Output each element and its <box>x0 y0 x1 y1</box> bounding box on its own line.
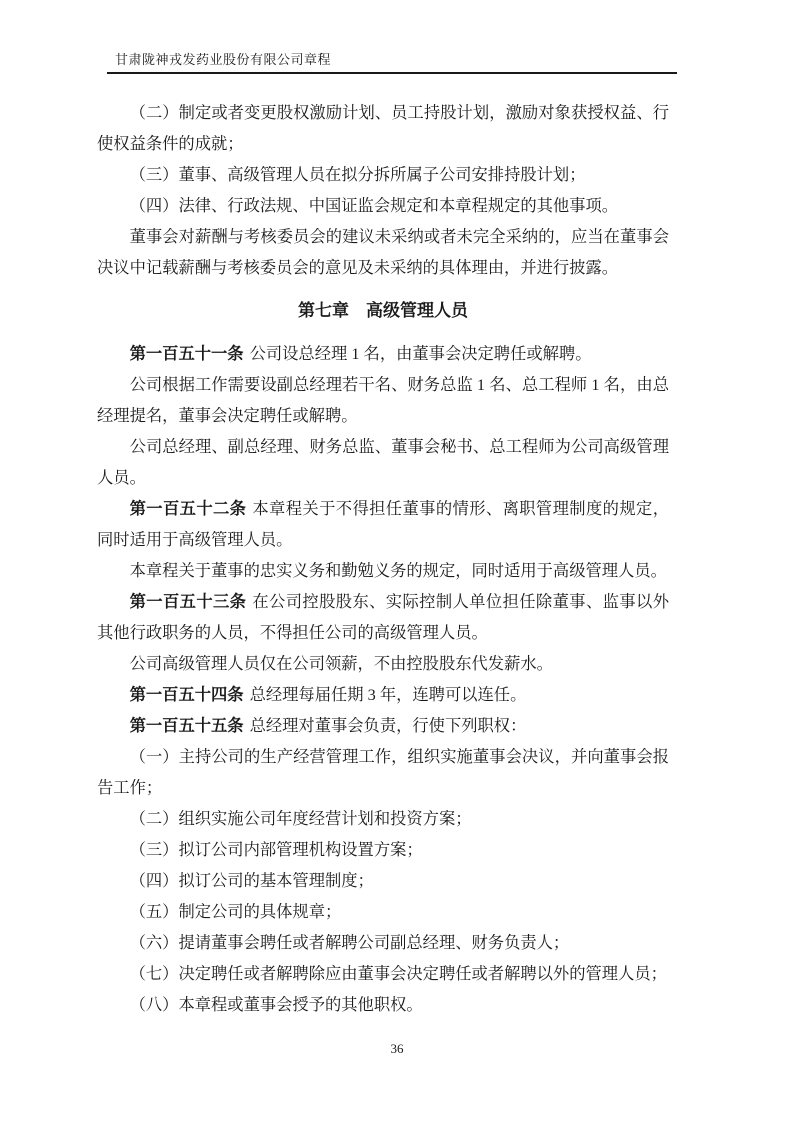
paragraph: （二）制定或者变更股权激励计划、员工持股计划，激励对象获授权益、行使权益条件的成就； <box>97 103 669 153</box>
article-number: 第一百五十五条 <box>129 716 244 735</box>
page-header <box>107 52 677 74</box>
chapter-heading: 第七章 高级管理人员 <box>298 301 468 320</box>
paragraph: （四）法律、行政法规、中国证监会规定和本章程规定的其他事项。 <box>129 196 619 215</box>
paragraph: 第一百五十五条 总经理对董事会负责，行使下列职权： <box>129 716 527 735</box>
paragraph: 公司总经理、副总经理、财务总监、董事会秘书、总工程师为公司高级管理人员。 <box>97 437 669 487</box>
paragraph: （三）拟订公司内部管理机构设置方案； <box>129 840 423 859</box>
paragraph: （四）拟订公司的基本管理制度； <box>129 871 374 890</box>
paragraph: 第一百五十三条 在公司控股股东、实际控制人单位担任除董事、监事以外其他行政职务的人员，不得担任公司的高级管理人员。 <box>97 592 669 642</box>
paragraph: 第一百五十二条 本章程关于不得担任董事的情形、离职管理制度的规定，同时适用于高级管理人员。 <box>97 499 669 549</box>
article-number: 第一百五十四条 <box>129 685 244 704</box>
article-number: 第一百五十三条 <box>129 592 247 611</box>
page-number: 36 <box>390 1041 404 1056</box>
article-number: 第一百五十二条 <box>129 499 247 518</box>
paragraph: （八）本章程或董事会授予的其他职权。 <box>129 995 423 1014</box>
document-body <box>97 97 669 1020</box>
paragraph: 公司高级管理人员仅在公司领薪，不由控股股东代发薪水。 <box>129 654 553 673</box>
article-number: 第一百五十一条 <box>129 344 244 363</box>
paragraph: 第一百五十一条 公司设总经理 1 名，由董事会决定聘任或解聘。 <box>129 344 592 363</box>
header-title: 甘肃陇神戎发药业股份有限公司章程 <box>115 52 332 67</box>
page-footer <box>0 1040 794 1058</box>
paragraph: 本章程关于董事的忠实义务和勤勉义务的规定，同时适用于高级管理人员。 <box>129 561 667 580</box>
paragraph: 第一百五十四条 总经理每届任期 3 年，连聘可以连任。 <box>129 685 527 704</box>
paragraph: （五）制定公司的具体规章； <box>129 902 342 921</box>
paragraph: （三）董事、高级管理人员在拟分拆所属子公司安排持股计划； <box>129 165 586 184</box>
paragraph: （一）主持公司的生产经营管理工作，组织实施董事会决议，并向董事会报告工作； <box>97 747 669 797</box>
paragraph: 董事会对薪酬与考核委员会的建议未采纳或者未完全采纳的，应当在董事会决议中记载薪酬与考核委员会的意见及未采纳的具体理由，并进行披露。 <box>97 227 669 277</box>
paragraph: （六）提请董事会聘任或者解聘公司副总经理、财务负责人； <box>129 933 570 952</box>
paragraph: 公司根据工作需要设副总经理若干名、财务总监 1 名、总工程师 1 名，由总经理提名，董事会决定聘任或解聘。 <box>97 375 669 425</box>
paragraph: （二）组织实施公司年度经营计划和投资方案； <box>129 809 472 828</box>
paragraph: （七）决定聘任或者解聘除应由董事会决定聘任或者解聘以外的管理人员； <box>129 964 667 983</box>
